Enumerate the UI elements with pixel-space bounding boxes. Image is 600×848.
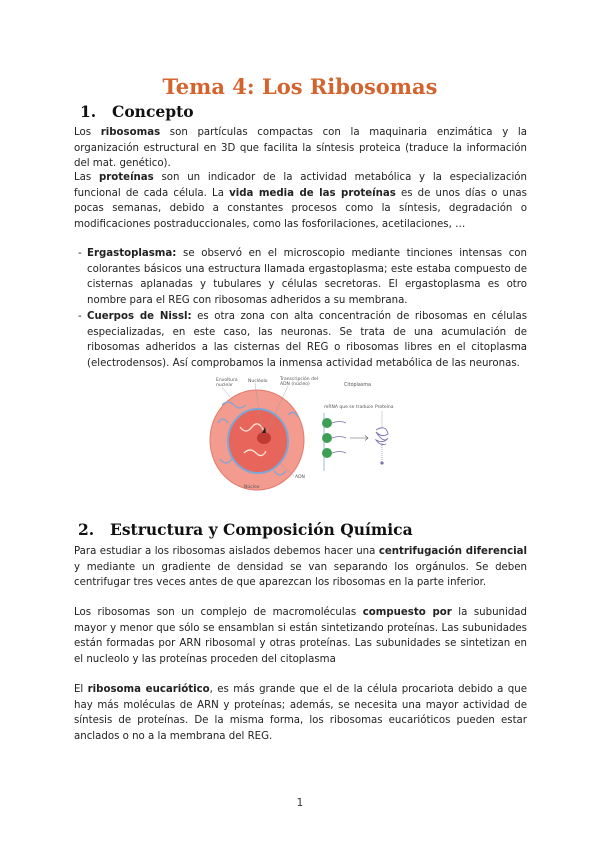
ribosome-1: [322, 418, 332, 428]
section-1-number: 1.: [80, 102, 97, 121]
term-proteinas: proteínas: [98, 172, 154, 183]
paragraph-composicion: Los ribosomas son un complejo de macromoléculas compuesto por la subunidad mayor y menor que sólo se ensamblan si están sintetizando proteínas. Las subunidades están formadas por ARN ribosomal y otras proteínas. Las subunidades se sintetizan en el nucleolo y las proteínas proceden del citoplasma: [74, 607, 527, 666]
page-title: Tema 4: Los Ribosomas: [162, 74, 438, 99]
label-nuclear: nuclear: [216, 383, 233, 388]
bullet-ergastoplasma: - Ergastoplasma: se observó en el microscopio mediante tinciones intensas con colorantes básicos una estructura llamada ergastoplasma; este estaba compuesto de cisternas aplanadas y tubulares y células secretoras. El ergastoplasma es otro nombre para el REG con ribosomas adheridos a su membrana.: [78, 248, 527, 307]
label-nucleolo: Nucléolo: [248, 379, 268, 384]
ribosome-translation-diagram: [322, 411, 388, 471]
paragraph-centrifugacion: Para estudiar a los ribosomas aislados debemos hacer una centrifugación diferencial y mediante un gradiente de densidad se van separando los orgánulos. Se deben centrifugar tres veces antes de que aparezcan los ribosomas en la parte inferior.: [74, 546, 527, 589]
label-proteina: Proteína: [375, 405, 394, 410]
term-cuerpos-nissl: Cuerpos de Nissl:: [87, 311, 192, 322]
paragraph-proteinas: Las proteínas son un indicador de la actividad metabólica y la especialización funcional de cada célula. La vida media de las proteínas es de unos días o unas pocas semanas, debido a constantes procesos como la síntesis, degradación o modificaciones postraduccionales, como las fosforilaciones, acetilaciones, …: [74, 172, 527, 231]
term-vida-media: vida media de las proteínas: [229, 187, 396, 199]
bullet-cuerpos-nissl: - Cuerpos de Nissl: es otra zona con alta concentración de ribosomas en células especializadas, en este caso, las neuronas. Se trata de una acumulación de ribosomas adheridos a las cisternas del REG o ribosomas libres en el citoplasma (electrodensos). Así comprobamos la inmensa actividad metabólica de las neuronas.: [78, 311, 527, 370]
term-compuesto-por: compuesto por: [362, 607, 452, 618]
paragraph-ribosoma-eucariotico: El ribosoma eucariótico, es más grande que el de la célula procariota debido a que hay más moléculas de ARN y proteínas; además, se necesita una mayor actividad de síntesis de proteínas. De la misma forma, los ribosomas eucarióticos pueden estar anclados o no a la membrana del REG.: [74, 684, 527, 743]
section-2-title: Estructura y Composición Química: [110, 520, 413, 539]
label-arnm: mRNA que se traduce: [324, 405, 374, 410]
label-nucleo: Núcleo: [244, 485, 260, 490]
ribosome-cell-figure: [200, 375, 420, 493]
translation-arrow: [350, 436, 368, 441]
section-1-heading: [80, 102, 194, 121]
section-2-number: 2.: [78, 520, 95, 539]
section-1-title: Concepto: [112, 102, 194, 121]
label-transcripcion-1: Transcripción del: [280, 377, 318, 382]
label-citoplasma: Citoplasma: [344, 383, 371, 388]
page-number: 1: [296, 797, 304, 809]
ribosome-2: [322, 433, 332, 443]
section-2-heading: [78, 520, 413, 539]
term-centrifugacion: centrifugación diferencial: [378, 546, 527, 557]
term-ribosoma-eucariotico: ribosoma eucariótico: [87, 684, 210, 695]
label-adn: ADN: [295, 475, 305, 480]
paragraph-ribosomas: Los ribosomas son partículas compactas con la maquinaria enzimática y la organización estructural en 3D que facilita la síntesis proteica (traduce la información del mat. genético).: [74, 127, 527, 170]
label-envoltura: Envoltura: [216, 378, 238, 383]
folded-protein: [376, 428, 388, 445]
ribosome-3: [322, 448, 332, 458]
term-ribosomas: ribosomas: [100, 127, 161, 138]
term-ergastoplasma: Ergastoplasma:: [87, 248, 177, 259]
label-transcripcion-2: ADN (núcleo): [280, 382, 310, 387]
nucleolus: [257, 432, 271, 444]
cell-diagram: [210, 390, 304, 490]
